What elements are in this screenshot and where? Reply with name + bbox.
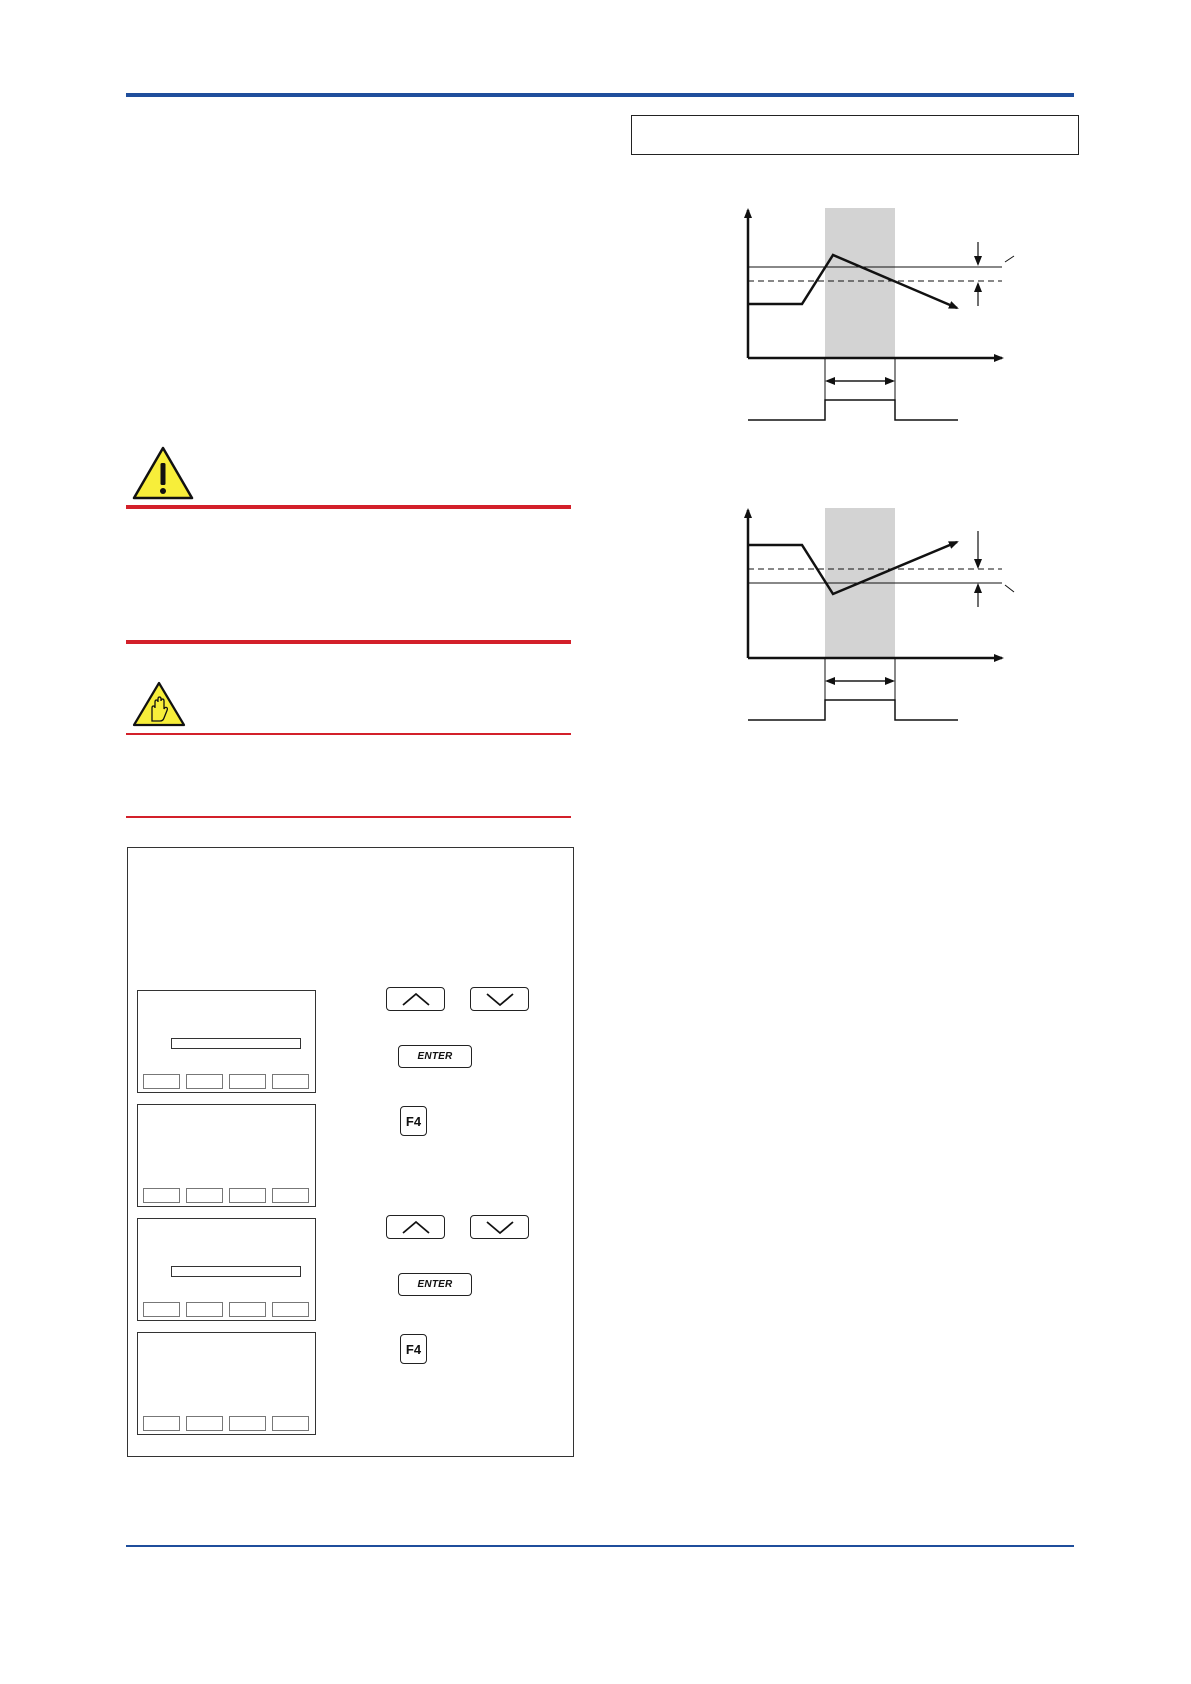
enter-key-label: ENTER [417,1051,453,1062]
alarm-output-pulse [748,400,958,420]
up-arrow-key[interactable] [386,987,445,1011]
softkey-1 [143,1188,180,1203]
down-arrow-key[interactable] [470,987,529,1011]
up-arrow-key[interactable] [386,1215,445,1239]
softkey-2 [186,1188,223,1203]
alarm-diagram-upper [740,200,1020,430]
softkey-1 [143,1302,180,1317]
softkey-3 [229,1188,266,1203]
screen-display-2 [137,1104,316,1207]
caution-bottom-rule [126,816,571,818]
softkey-2 [186,1416,223,1431]
softkey-2 [186,1074,223,1089]
screen-display-4 [137,1332,316,1435]
hand-caution-icon [132,681,186,727]
f4-key-label: F4 [405,1113,422,1129]
f4-key-label: F4 [405,1341,422,1357]
softkey-4 [272,1074,309,1089]
caution-top-rule [126,733,571,735]
enter-key[interactable] [398,1273,472,1296]
top-rule [126,93,1074,97]
screen-display-1 [137,990,316,1093]
warning-triangle-icon [131,445,195,501]
f4-key[interactable] [400,1334,427,1364]
warning-top-rule [126,505,571,509]
softkey-3 [229,1074,266,1089]
chevron-up-icon [401,1219,431,1235]
f4-key[interactable] [400,1106,427,1136]
enter-key[interactable] [398,1045,472,1068]
chevron-down-icon [485,1219,515,1235]
chevron-up-icon [401,991,431,1007]
bottom-rule [126,1545,1074,1547]
enter-key-label: ENTER [417,1279,453,1290]
softkey-3 [229,1302,266,1317]
alarm-diagram-lower [740,500,1020,730]
softkey-4 [272,1302,309,1317]
softkey-1 [143,1074,180,1089]
softkey-3 [229,1416,266,1431]
down-arrow-key[interactable] [470,1215,529,1239]
entry-field [171,1038,301,1049]
softkey-4 [272,1188,309,1203]
warning-bottom-rule [126,640,571,644]
softkey-1 [143,1416,180,1431]
alarm-output-pulse [748,700,958,720]
screen-display-3 [137,1218,316,1321]
delay-shaded-region [825,208,895,358]
entry-field [171,1266,301,1277]
section-header-box [631,115,1079,155]
softkey-2 [186,1302,223,1317]
softkey-4 [272,1416,309,1431]
chevron-down-icon [485,991,515,1007]
